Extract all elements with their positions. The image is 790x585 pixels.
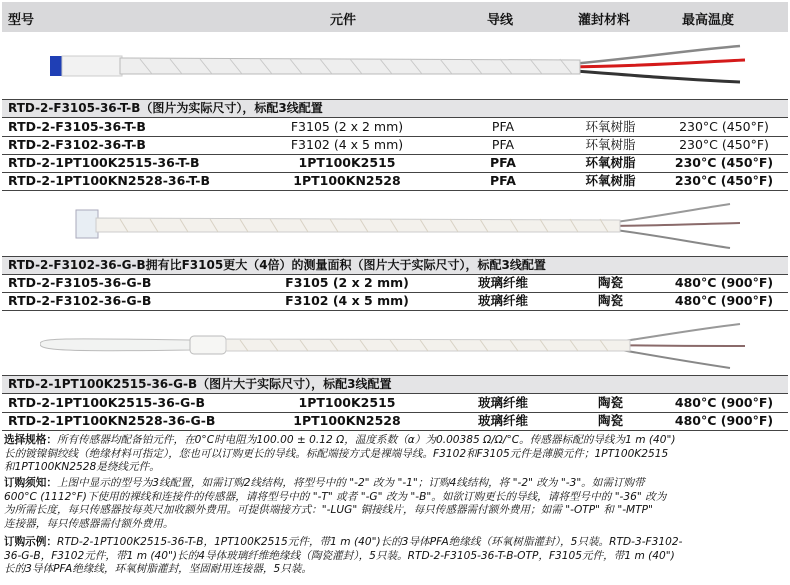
- text-section2-rows-0-potting: 陶瓷: [597, 275, 623, 290]
- text-section1-rows-1-temp: 230°C (450°F): [679, 137, 769, 152]
- table-row: [2, 395, 788, 411]
- text-section3-rows-0-temp: 480°C (900°F): [674, 395, 774, 410]
- text-section3-rows-1-element: 1PT100KN2528: [293, 413, 401, 428]
- text-section2-rows-1-model: RTD-2-F3102-36-G-B: [8, 293, 152, 308]
- section1-caption: [2, 100, 788, 117]
- text-section2-rows-1-potting: 陶瓷: [597, 293, 623, 308]
- text-section3-rows-0-element: 1PT100K2515: [298, 395, 396, 410]
- sensor-photo-glass-fiber-probe: [40, 316, 760, 374]
- text-notes-order_line4: 连接器，每只传感器需付额外费用。: [4, 517, 174, 530]
- text-section1-rows-0-potting: 环氧树脂: [585, 119, 636, 134]
- spec-label: 选择规格：: [4, 434, 57, 446]
- table-row: [2, 293, 788, 309]
- text-section3-caption: RTD-2-1PT100K2515-36-G-B（图片大于实际尺寸），标配3线配置: [8, 377, 392, 391]
- text-section1-rows-2-temp: 230°C (450°F): [674, 155, 774, 170]
- text-section1-caption: RTD-2-F3105-36-T-B（图片为实际尺寸），标配3线配置: [8, 101, 323, 115]
- text-section1-rows-2-lead: PFA: [490, 155, 516, 170]
- sensor-photo-glass-fiber-flat: [40, 196, 760, 256]
- text-section3-rows-0-model: RTD-2-1PT100K2515-36-G-B: [8, 395, 205, 410]
- order-example: [4, 536, 786, 577]
- spec-notes: [4, 434, 786, 475]
- text-section1-rows-3-temp: 230°C (450°F): [674, 173, 774, 188]
- text-section1-rows-0-element: F3105 (2 x 2 mm): [290, 119, 404, 134]
- table-header: [2, 2, 788, 32]
- text-section1-rows-3-lead: PFA: [490, 173, 516, 188]
- text-section2-caption: RTD-2-F3102-36-G-B拥有比F3105更大（4倍）的测量面积（图片大于实际尺寸），标配3线配置: [8, 258, 546, 272]
- text-section3-rows-1-temp: 480°C (900°F): [674, 413, 774, 428]
- text-section1-rows-0-temp: 230°C (450°F): [679, 119, 769, 134]
- text-section1-rows-2-model: RTD-2-1PT100K2515-36-T-B: [8, 155, 200, 170]
- text-section1-rows-0-model: RTD-2-F3105-36-T-B: [8, 119, 146, 134]
- text-section2-rows-1-element: F3102 (4 x 5 mm): [285, 293, 409, 308]
- text-notes-order_line3: 为所需长度，每只传感器按每英尺加收额外费用。可提供端接方式："-LUG" 铜接线片，每只传感器需付额外费用；如需 "-OTP" 和 "-MTP": [4, 504, 653, 517]
- text-section1-rows-3-model: RTD-2-1PT100KN2528-36-T-B: [8, 173, 211, 188]
- text-section3-rows-1-lead: 玻璃纤维: [477, 413, 528, 428]
- text-section1-rows-1-element: F3102 (4 x 5 mm): [290, 137, 404, 152]
- text-section2-rows-0-element: F3105 (2 x 2 mm): [285, 275, 409, 290]
- text-section1-rows-3-element: 1PT100KN2528: [293, 173, 401, 188]
- text-notes-example_line1: RTD-2-1PT100K2515-36-T-B，1PT100K2515元件，带1 m (40")长的3导体PFA绝缘线（环氧树脂灌封），5只装。RTD-3-F3102-: [56, 536, 683, 548]
- sensor-photo-pfa: [40, 40, 760, 90]
- header-max-temp: 最高温度: [682, 13, 735, 28]
- text-section2-rows-1-lead: 玻璃纤维: [477, 293, 528, 308]
- example-label: 订购示例：: [4, 536, 57, 548]
- header-model: 型号: [8, 13, 35, 28]
- header-element: 元件: [330, 13, 357, 28]
- text-notes-order_line1: 上图中显示的型号为3线配置，如需订购2线结构，将型号中的 "-2" 改为 "-1"；订购4线结构，将 "-2" 改为 "-3"。如需订购带: [56, 477, 645, 489]
- section2-caption: [2, 257, 788, 274]
- order-label: 订购须知：: [4, 477, 57, 489]
- order-notes: [4, 477, 786, 531]
- text-section2-rows-1-temp: 480°C (900°F): [674, 293, 774, 308]
- text-section1-rows-2-potting: 环氧树脂: [585, 155, 636, 170]
- text-section3-rows-0-lead: 玻璃纤维: [477, 395, 528, 410]
- text-section1-rows-3-potting: 环氧树脂: [585, 173, 636, 188]
- text-notes-example_line2: 36-G-B，F3102元件，带1 m (40")长的4导体玻璃纤维绝缘线（陶瓷灌封），5只装。RTD-2-F3105-36-T-B-OTP，F3105元件，带1 m (40"): [4, 549, 675, 562]
- text-notes-spec_line2: 长的镀镍铜绞线（绝缘材料可指定），您也可以订购更长的导线。标配端接方式是裸端导线。F3102和F3105元件是薄膜元件；1PT100K2515: [4, 447, 669, 460]
- text-notes-example_line3: 长的3导体PFA绝缘线，环氧树脂灌封，坚固耐用连接器，5只装。: [4, 563, 313, 576]
- text-notes-spec_line1: 所有传感器均配备铂元件，在0°C时电阻为100.00 ± 0.12 Ω，温度系数（α）为0.00385 Ω/Ω/°C。传感器标配的导线为1 m (40"): [56, 434, 676, 446]
- section3-caption: [2, 376, 788, 393]
- table-row: [2, 413, 788, 429]
- text-section3-rows-0-potting: 陶瓷: [597, 395, 623, 410]
- text-section1-rows-1-potting: 环氧树脂: [585, 137, 636, 152]
- text-section2-rows-0-lead: 玻璃纤维: [477, 275, 528, 290]
- header-potting: 灌封材料: [578, 13, 631, 28]
- text-section3-rows-1-model: RTD-2-1PT100KN2528-36-G-B: [8, 413, 216, 428]
- table-row: [2, 173, 788, 189]
- table-row: [2, 155, 788, 171]
- text-section1-rows-0-lead: PFA: [491, 119, 515, 134]
- text-section3-rows-1-potting: 陶瓷: [597, 413, 623, 428]
- header-lead: 导线: [487, 13, 514, 28]
- text-section2-rows-0-temp: 480°C (900°F): [674, 275, 774, 290]
- table-row: [2, 275, 788, 291]
- text-section1-rows-1-lead: PFA: [491, 137, 515, 152]
- text-notes-order_line2: 600°C (1112°F)下使用的裸线和连接件的传感器，请将型号中的 "-T" 或者 "-G" 改为 "-B"。如欲订购更长的导线，请将型号中的 "-36" 改为: [4, 490, 667, 503]
- text-section1-rows-1-model: RTD-2-F3102-36-T-B: [8, 137, 146, 152]
- table-row: [2, 119, 788, 135]
- text-notes-spec_line3: 和1PT100KN2528是绕线元件。: [4, 461, 160, 474]
- table-row: [2, 137, 788, 153]
- text-section2-rows-0-model: RTD-2-F3105-36-G-B: [8, 275, 152, 290]
- text-section1-rows-2-element: 1PT100K2515: [298, 155, 396, 170]
